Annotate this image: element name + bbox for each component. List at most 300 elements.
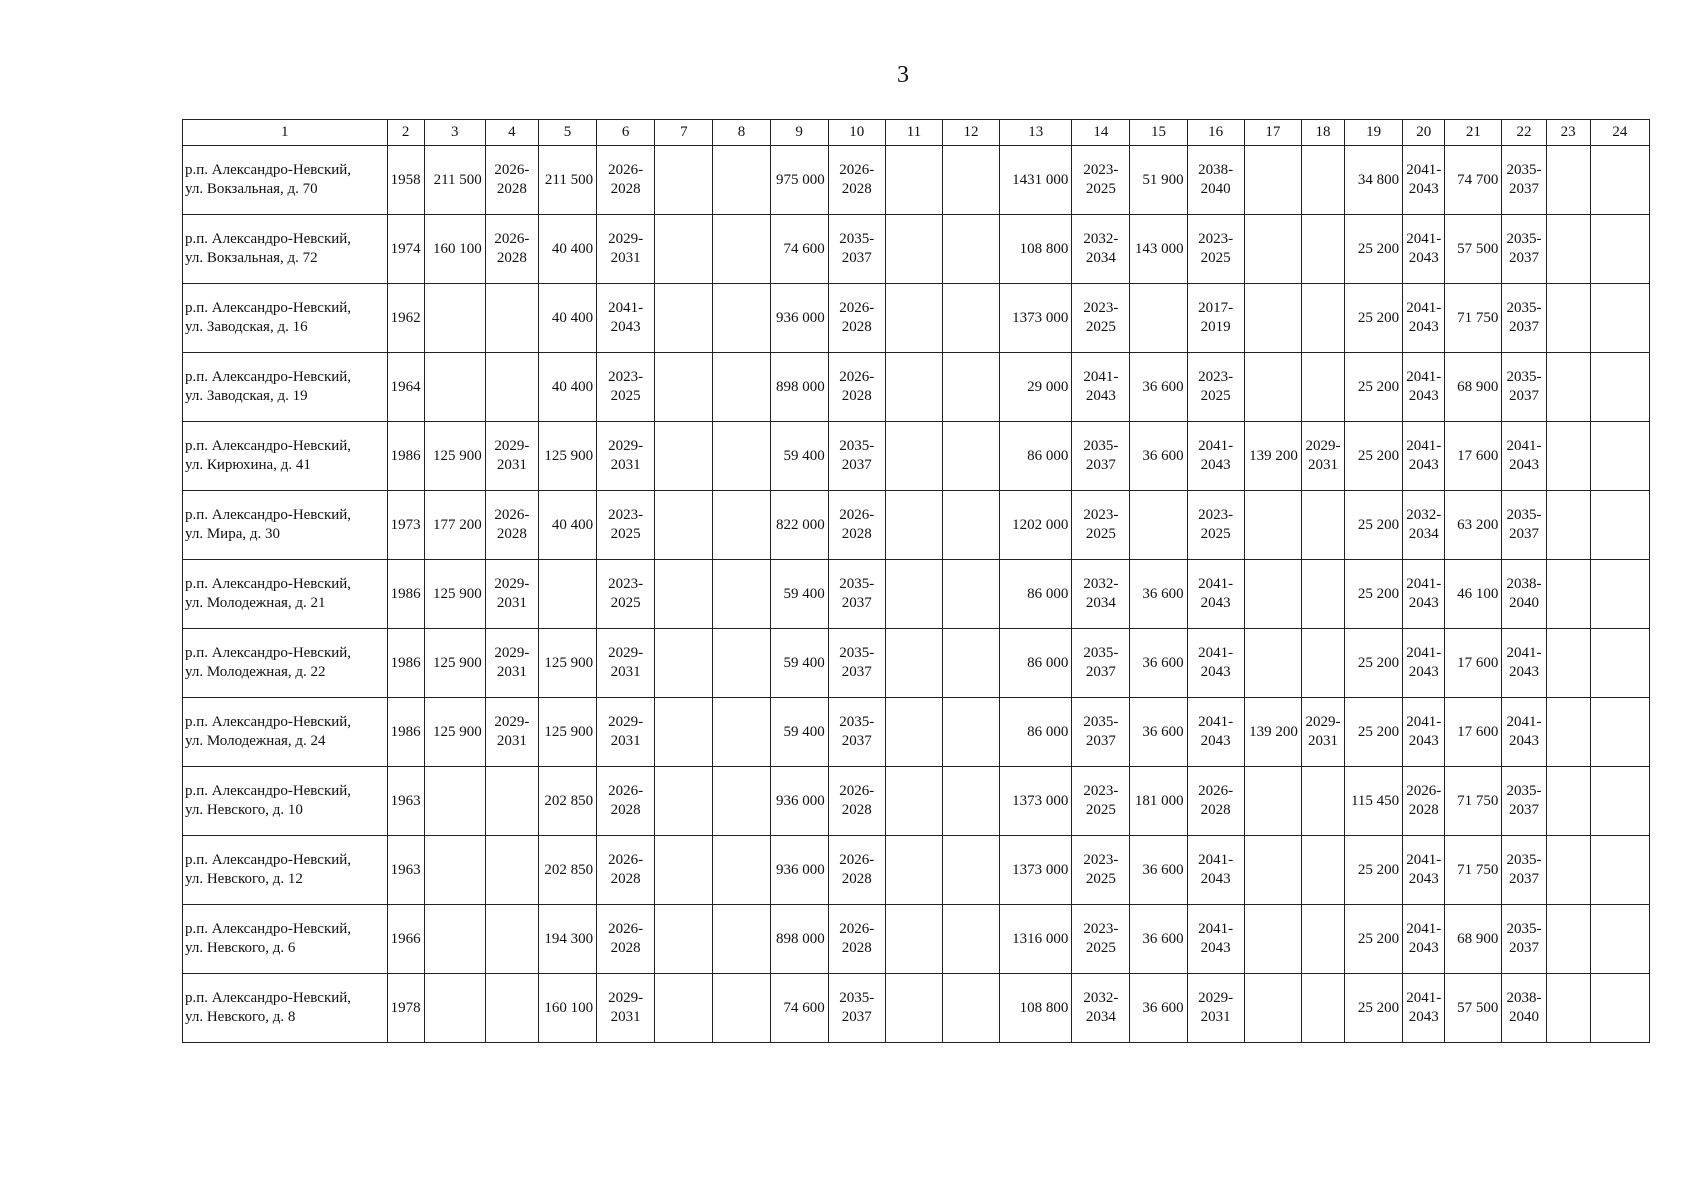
table-cell: 2038- 2040	[1502, 974, 1546, 1043]
table-cell	[655, 491, 713, 560]
column-header: 24	[1590, 120, 1649, 146]
table-cell: 1962	[387, 284, 424, 353]
table-cell	[1590, 836, 1649, 905]
table-cell: 143 000	[1130, 215, 1187, 284]
table-cell: 1431 000	[1000, 146, 1072, 215]
table-cell	[713, 836, 770, 905]
table-cell: 2023- 2025	[1072, 767, 1130, 836]
table-cell: 2017- 2019	[1187, 284, 1244, 353]
table-cell: 139 200	[1244, 698, 1301, 767]
table-cell	[885, 284, 942, 353]
address-cell: р.п. Александро-Невский, ул. Вокзальная, д. 70	[183, 146, 388, 215]
table-cell: 2041- 2043	[1187, 905, 1244, 974]
table-cell: 2041- 2043	[1502, 629, 1546, 698]
table-cell: 36 600	[1130, 422, 1187, 491]
column-header: 18	[1301, 120, 1344, 146]
table-cell: 59 400	[770, 422, 828, 491]
table-cell	[713, 353, 770, 422]
table-cell: 2038- 2040	[1502, 560, 1546, 629]
table-row	[183, 974, 1650, 1043]
table-cell	[942, 422, 999, 491]
table-cell	[1244, 905, 1301, 974]
table-cell: 125 900	[538, 629, 596, 698]
table-cell: 822 000	[770, 491, 828, 560]
table-cell: 71 750	[1445, 836, 1502, 905]
table-cell	[1244, 629, 1301, 698]
address-cell: р.п. Александро-Невский, ул. Молодежная, д. 21	[183, 560, 388, 629]
table-cell: 2023- 2025	[1072, 905, 1130, 974]
column-header: 7	[655, 120, 713, 146]
table-cell: 2041- 2043	[1187, 560, 1244, 629]
table-cell: 2041- 2043	[1403, 560, 1445, 629]
data-table	[182, 119, 1650, 1043]
table-cell	[942, 491, 999, 560]
table-cell: 2023- 2025	[1187, 491, 1244, 560]
column-header: 23	[1546, 120, 1590, 146]
table-cell: 2023- 2025	[1072, 284, 1130, 353]
table-cell: 25 200	[1345, 560, 1403, 629]
table-cell: 71 750	[1445, 767, 1502, 836]
table-cell	[1590, 974, 1649, 1043]
table-cell: 2041- 2043	[1187, 836, 1244, 905]
table-cell	[485, 905, 538, 974]
table-cell: 1978	[387, 974, 424, 1043]
table-cell	[713, 905, 770, 974]
table-cell: 2026- 2028	[485, 215, 538, 284]
table-cell	[1590, 422, 1649, 491]
table-cell	[885, 629, 942, 698]
table-cell: 2041- 2043	[1403, 698, 1445, 767]
table-cell: 1958	[387, 146, 424, 215]
table-cell: 125 900	[424, 422, 485, 491]
table-cell: 2023- 2025	[1072, 146, 1130, 215]
table-cell	[885, 353, 942, 422]
table-cell	[1590, 698, 1649, 767]
table-cell: 1373 000	[1000, 836, 1072, 905]
table-cell: 25 200	[1345, 284, 1403, 353]
table-cell	[424, 836, 485, 905]
table-cell	[885, 491, 942, 560]
table-cell	[1546, 767, 1590, 836]
address-cell: р.п. Александро-Невский, ул. Вокзальная, д. 72	[183, 215, 388, 284]
table-cell: 2035- 2037	[1072, 698, 1130, 767]
table-cell: 2035- 2037	[828, 215, 885, 284]
table-cell	[655, 836, 713, 905]
table-cell	[885, 905, 942, 974]
table-cell: 975 000	[770, 146, 828, 215]
table-cell: 2029- 2031	[485, 560, 538, 629]
table-cell: 2023- 2025	[597, 560, 655, 629]
table-cell	[1244, 560, 1301, 629]
table-cell: 36 600	[1130, 836, 1187, 905]
table-cell	[1301, 560, 1344, 629]
table-cell: 57 500	[1445, 974, 1502, 1043]
table-cell: 25 200	[1345, 698, 1403, 767]
table-cell	[713, 422, 770, 491]
table-cell: 71 750	[1445, 284, 1502, 353]
table-cell	[655, 284, 713, 353]
table-cell: 63 200	[1445, 491, 1502, 560]
table-cell	[1244, 146, 1301, 215]
table-cell: 2026- 2028	[597, 836, 655, 905]
table-cell	[485, 284, 538, 353]
table-cell	[1546, 905, 1590, 974]
table-row	[183, 146, 1650, 215]
table-cell: 2023- 2025	[597, 491, 655, 560]
table-cell: 59 400	[770, 629, 828, 698]
table-cell: 2026- 2028	[597, 767, 655, 836]
table-cell	[942, 560, 999, 629]
table-cell: 2029- 2031	[597, 629, 655, 698]
table-cell: 2035- 2037	[1502, 905, 1546, 974]
table-cell: 36 600	[1130, 560, 1187, 629]
table-cell	[885, 422, 942, 491]
table-cell: 2041- 2043	[1187, 698, 1244, 767]
table-cell: 177 200	[424, 491, 485, 560]
table-cell	[713, 974, 770, 1043]
table-cell: 25 200	[1345, 422, 1403, 491]
table-cell	[942, 767, 999, 836]
table-row	[183, 353, 1650, 422]
table-cell: 2029- 2031	[1187, 974, 1244, 1043]
table-cell: 2026- 2028	[828, 491, 885, 560]
column-header: 6	[597, 120, 655, 146]
table-cell	[655, 767, 713, 836]
table-cell	[1590, 629, 1649, 698]
column-header: 2	[387, 120, 424, 146]
table-cell: 2026- 2028	[1187, 767, 1244, 836]
table-cell	[1546, 284, 1590, 353]
address-cell: р.п. Александро-Невский, ул. Мира, д. 30	[183, 491, 388, 560]
table-row	[183, 698, 1650, 767]
table-cell: 36 600	[1130, 353, 1187, 422]
table-cell	[942, 353, 999, 422]
table-cell	[538, 560, 596, 629]
table-cell: 46 100	[1445, 560, 1502, 629]
header-row	[183, 120, 1650, 146]
table-cell	[885, 698, 942, 767]
table-cell: 108 800	[1000, 974, 1072, 1043]
table-cell: 181 000	[1130, 767, 1187, 836]
table-cell: 36 600	[1130, 905, 1187, 974]
table-cell: 40 400	[538, 353, 596, 422]
table-cell: 68 900	[1445, 905, 1502, 974]
table-cell: 936 000	[770, 767, 828, 836]
table-cell: 2026- 2028	[597, 146, 655, 215]
address-cell: р.п. Александро-Невский, ул. Молодежная, д. 22	[183, 629, 388, 698]
column-header: 19	[1345, 120, 1403, 146]
table-cell: 211 500	[424, 146, 485, 215]
table-cell: 86 000	[1000, 422, 1072, 491]
table-cell: 1986	[387, 629, 424, 698]
column-header: 8	[713, 120, 770, 146]
table-cell: 17 600	[1445, 422, 1502, 491]
table-cell: 2038- 2040	[1187, 146, 1244, 215]
table-cell: 25 200	[1345, 353, 1403, 422]
table-cell: 2032- 2034	[1403, 491, 1445, 560]
table-cell: 898 000	[770, 905, 828, 974]
table-cell	[942, 146, 999, 215]
table-cell	[1301, 767, 1344, 836]
table-cell: 40 400	[538, 215, 596, 284]
column-header: 20	[1403, 120, 1445, 146]
table-cell: 211 500	[538, 146, 596, 215]
table-cell	[1244, 353, 1301, 422]
table-cell	[942, 215, 999, 284]
table-cell: 202 850	[538, 836, 596, 905]
table-cell: 2041- 2043	[1403, 215, 1445, 284]
table-cell: 1963	[387, 836, 424, 905]
table-cell: 36 600	[1130, 629, 1187, 698]
table-cell: 25 200	[1345, 491, 1403, 560]
table-cell: 1202 000	[1000, 491, 1072, 560]
table-cell: 2026- 2028	[1403, 767, 1445, 836]
column-header: 14	[1072, 120, 1130, 146]
table-cell: 25 200	[1345, 836, 1403, 905]
table-cell: 2035- 2037	[1502, 491, 1546, 560]
table-cell: 2035- 2037	[828, 974, 885, 1043]
table-cell: 2035- 2037	[1502, 215, 1546, 284]
table-cell: 86 000	[1000, 560, 1072, 629]
table-cell: 2029- 2031	[597, 698, 655, 767]
table-cell	[713, 560, 770, 629]
table-cell: 936 000	[770, 836, 828, 905]
table-cell: 74 600	[770, 215, 828, 284]
table-cell: 2035- 2037	[828, 560, 885, 629]
table-cell	[942, 836, 999, 905]
address-cell: р.п. Александро-Невский, ул. Невского, д. 10	[183, 767, 388, 836]
table-cell	[1301, 353, 1344, 422]
table-cell	[713, 767, 770, 836]
table-cell: 2032- 2034	[1072, 560, 1130, 629]
table-cell: 59 400	[770, 560, 828, 629]
table-cell: 68 900	[1445, 353, 1502, 422]
table-cell: 17 600	[1445, 698, 1502, 767]
table-cell: 25 200	[1345, 629, 1403, 698]
table-cell	[713, 146, 770, 215]
column-header: 5	[538, 120, 596, 146]
table-cell: 1316 000	[1000, 905, 1072, 974]
address-cell: р.п. Александро-Невский, ул. Невского, д. 6	[183, 905, 388, 974]
table-cell: 2029- 2031	[597, 215, 655, 284]
column-header: 12	[942, 120, 999, 146]
table-cell	[424, 767, 485, 836]
column-header: 22	[1502, 120, 1546, 146]
table-cell: 25 200	[1345, 905, 1403, 974]
table-cell: 2035- 2037	[828, 422, 885, 491]
table-cell	[1546, 491, 1590, 560]
table-cell: 1973	[387, 491, 424, 560]
table-cell: 2041- 2043	[1403, 146, 1445, 215]
table-cell: 40 400	[538, 491, 596, 560]
table-cell: 59 400	[770, 698, 828, 767]
table-cell	[1546, 836, 1590, 905]
table-cell: 1974	[387, 215, 424, 284]
table-cell	[1301, 836, 1344, 905]
table-cell: 2041- 2043	[1403, 422, 1445, 491]
table-cell	[424, 974, 485, 1043]
table-cell	[885, 146, 942, 215]
address-cell: р.п. Александро-Невский, ул. Невского, д. 12	[183, 836, 388, 905]
table-cell: 115 450	[1345, 767, 1403, 836]
table-cell	[1244, 974, 1301, 1043]
table-cell: 1373 000	[1000, 284, 1072, 353]
table-cell: 2041- 2043	[597, 284, 655, 353]
table-cell	[885, 836, 942, 905]
table-cell	[655, 629, 713, 698]
table-cell: 2035- 2037	[1072, 422, 1130, 491]
table-cell	[655, 353, 713, 422]
table-cell: 2026- 2028	[828, 353, 885, 422]
table-cell	[713, 284, 770, 353]
table-cell	[942, 974, 999, 1043]
table-cell: 2041- 2043	[1187, 629, 1244, 698]
table-cell: 51 900	[1130, 146, 1187, 215]
table-cell: 2035- 2037	[1072, 629, 1130, 698]
table-cell: 36 600	[1130, 974, 1187, 1043]
table-cell	[1301, 629, 1344, 698]
table-cell: 2026- 2028	[597, 905, 655, 974]
table-cell	[713, 629, 770, 698]
table-cell: 2041- 2043	[1403, 836, 1445, 905]
table-cell: 2026- 2028	[828, 767, 885, 836]
table-cell: 2026- 2028	[485, 491, 538, 560]
address-cell: р.п. Александро-Невский, ул. Кирюхина, д. 41	[183, 422, 388, 491]
table-cell	[424, 353, 485, 422]
table-cell	[424, 905, 485, 974]
table-cell	[1301, 491, 1344, 560]
column-header: 16	[1187, 120, 1244, 146]
table-cell	[942, 905, 999, 974]
table-cell: 1986	[387, 422, 424, 491]
table-cell: 2041- 2043	[1072, 353, 1130, 422]
table-cell	[1546, 353, 1590, 422]
table-cell: 2041- 2043	[1502, 698, 1546, 767]
table-cell: 2035- 2037	[1502, 836, 1546, 905]
table-cell	[1546, 215, 1590, 284]
table-row	[183, 560, 1650, 629]
table-cell	[1590, 767, 1649, 836]
table-cell: 1373 000	[1000, 767, 1072, 836]
table-cell: 2041- 2043	[1502, 422, 1546, 491]
table-cell	[885, 560, 942, 629]
table-cell: 125 900	[538, 422, 596, 491]
table-cell	[713, 698, 770, 767]
table-cell: 2035- 2037	[828, 698, 885, 767]
table-cell	[885, 215, 942, 284]
table-cell	[424, 284, 485, 353]
table-cell: 108 800	[1000, 215, 1072, 284]
table-row	[183, 215, 1650, 284]
table-cell: 2029- 2031	[597, 974, 655, 1043]
table-cell: 2029- 2031	[597, 422, 655, 491]
table-cell: 57 500	[1445, 215, 1502, 284]
table-cell	[1590, 560, 1649, 629]
table-cell: 2041- 2043	[1403, 353, 1445, 422]
table-row	[183, 284, 1650, 353]
column-header: 11	[885, 120, 942, 146]
table-cell	[1590, 353, 1649, 422]
table-cell: 2041- 2043	[1187, 422, 1244, 491]
table-cell: 2029- 2031	[1301, 698, 1344, 767]
table-cell	[655, 422, 713, 491]
table-cell: 34 800	[1345, 146, 1403, 215]
table-row	[183, 422, 1650, 491]
table-row	[183, 905, 1650, 974]
table-cell: 25 200	[1345, 215, 1403, 284]
table-cell	[1546, 422, 1590, 491]
table-cell: 2035- 2037	[1502, 353, 1546, 422]
table-cell: 74 600	[770, 974, 828, 1043]
column-header: 13	[1000, 120, 1072, 146]
table-cell	[1546, 146, 1590, 215]
table-cell: 2026- 2028	[828, 284, 885, 353]
table-cell	[1590, 905, 1649, 974]
table-cell: 2029- 2031	[1301, 422, 1344, 491]
table-cell: 2023- 2025	[1072, 836, 1130, 905]
table-cell: 1986	[387, 698, 424, 767]
table-cell: 125 900	[538, 698, 596, 767]
table-cell	[1244, 767, 1301, 836]
table-cell: 29 000	[1000, 353, 1072, 422]
table-cell: 2026- 2028	[828, 905, 885, 974]
table-cell	[1546, 698, 1590, 767]
table-cell: 40 400	[538, 284, 596, 353]
page-number: 3	[897, 62, 909, 88]
table-cell: 898 000	[770, 353, 828, 422]
table-cell: 17 600	[1445, 629, 1502, 698]
table-cell: 86 000	[1000, 629, 1072, 698]
table-cell	[485, 974, 538, 1043]
table-cell: 1964	[387, 353, 424, 422]
table-cell: 2023- 2025	[1072, 491, 1130, 560]
column-header: 10	[828, 120, 885, 146]
table-cell	[485, 353, 538, 422]
table-cell	[1301, 905, 1344, 974]
table-cell	[1590, 146, 1649, 215]
table-cell	[655, 560, 713, 629]
table-cell	[713, 491, 770, 560]
table-row	[183, 629, 1650, 698]
table-cell	[1301, 146, 1344, 215]
table-cell: 2032- 2034	[1072, 974, 1130, 1043]
table-cell: 2026- 2028	[828, 146, 885, 215]
table-cell	[1244, 491, 1301, 560]
table-cell: 2035- 2037	[828, 629, 885, 698]
table-cell: 936 000	[770, 284, 828, 353]
table-row	[183, 767, 1650, 836]
column-header: 9	[770, 120, 828, 146]
column-header: 15	[1130, 120, 1187, 146]
table-cell	[1590, 284, 1649, 353]
table-cell: 2041- 2043	[1403, 974, 1445, 1043]
table-row	[183, 836, 1650, 905]
column-header: 17	[1244, 120, 1301, 146]
table-cell	[655, 974, 713, 1043]
table-cell: 1966	[387, 905, 424, 974]
table-cell	[942, 284, 999, 353]
table-cell: 2026- 2028	[828, 836, 885, 905]
address-cell: р.п. Александро-Невский, ул. Молодежная, д. 24	[183, 698, 388, 767]
table-cell	[1244, 284, 1301, 353]
table-cell	[655, 146, 713, 215]
table-cell	[655, 215, 713, 284]
table-cell	[1130, 284, 1187, 353]
table-cell: 2023- 2025	[1187, 353, 1244, 422]
table-cell: 2041- 2043	[1403, 629, 1445, 698]
column-header: 4	[485, 120, 538, 146]
table-cell: 2026- 2028	[485, 146, 538, 215]
